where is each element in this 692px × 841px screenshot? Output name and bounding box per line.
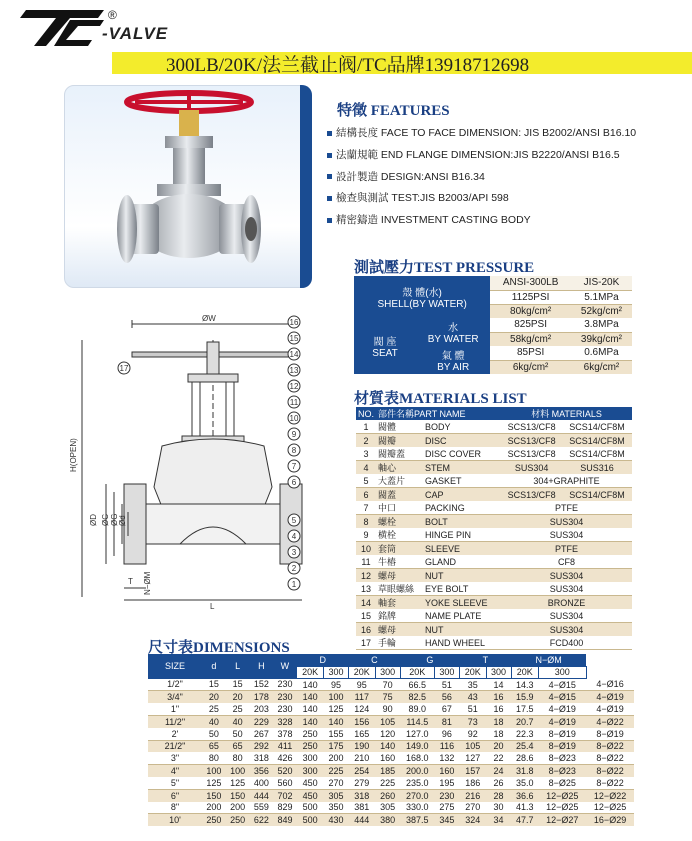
dim-label-G: ØG — [110, 513, 119, 526]
callout-number: 11 — [289, 398, 299, 407]
valve-section-drawing — [62, 312, 322, 612]
materials-heading: 材質表MATERIALS LIST — [354, 391, 527, 407]
page-title: 300LB/20K/法兰截止阀/TC品牌13918712698 — [166, 55, 530, 76]
material-row: 16 螺母 NUT SUS304 — [356, 623, 632, 637]
material-row: 9 横栓 HINGE PIN SUS304 — [356, 528, 632, 542]
shell-label: 殼 體(水) SHELL(BY WATER) — [354, 276, 490, 318]
dimension-row: 2' 50 50 267 378 250 155 165 120 127.0 96 92 18 22.3 8−Ø19 8−Ø19 — [148, 728, 634, 740]
material-row: 13 草眼螺絲 EYE BOLT SUS304 — [356, 582, 632, 596]
dim-label-T: T — [128, 577, 133, 586]
air-label: 氣 體 BY AIR — [416, 346, 490, 374]
dimension-row: 5" 125 125 400 560 450 270 279 225 235.0 195 186 26 35.0 8−Ø25 8−Ø22 — [148, 777, 634, 789]
dimension-row: 21/2" 65 65 292 411 250 175 190 140 149.0 116 105 20 25.4 8−Ø19 8−Ø22 — [148, 740, 634, 752]
callout-number: 6 — [291, 478, 297, 487]
dimensions-heading: 尺寸表DIMENSIONS — [148, 640, 290, 656]
bullet-icon — [327, 153, 332, 158]
callout-number: 2 — [291, 564, 297, 573]
feature-item: 設計製造 DESIGN:ANSI B16.34 — [327, 167, 636, 189]
dim-label-W: ØW — [202, 314, 216, 323]
features-list — [327, 123, 636, 232]
material-row: 2 閥瓣 DISC SCS13/CF8 SCS14/CF8M — [356, 434, 632, 448]
bullet-icon — [327, 196, 332, 201]
material-row: 5 大蓋片 GASKET 304+GRAPHITE — [356, 474, 632, 488]
col-ansi: ANSI-300LB — [490, 276, 571, 290]
test-pressure-heading: 測試壓力TEST PRESSURE — [354, 260, 535, 276]
globe-valve-image — [65, 86, 312, 288]
test-pressure-table: 殼 體(水) SHELL(BY WATER) ANSI-300LB JIS-20K 1125PSI 5.1MPa 80kg/cm² 52kg/cm² 閥 座 SEAT 水 BY WATER 825PSI 3.8MPa 58kg/cm² 39kg/cm² 氣 體 BY AIR 85PSI 0.6MPa 6kg/cm² 6kg/cm² — [354, 276, 632, 374]
material-row: 14 軸套 YOKE SLEEVE BRONZE — [356, 596, 632, 610]
material-row: 10 套筒 SLEEVE PTFE — [356, 542, 632, 556]
material-row: 12 螺母 NUT SUS304 — [356, 569, 632, 583]
dim-label-NM: N−ØM — [143, 571, 152, 595]
water-label: 水 BY WATER — [416, 318, 490, 346]
dimension-row: 3/4" 20 20 178 230 140 100 117 75 82.5 56 43 16 15.9 4−Ø15 4−Ø19 — [148, 691, 634, 703]
dim-label-H: H(OPEN) — [69, 438, 78, 472]
feature-item: 法蘭規範 END FLANGE DIMENSION:JIS B2220/ANSI B16.5 — [327, 145, 636, 167]
dim-label-D: ØD — [89, 514, 98, 526]
material-row: 1 閥體 BODY SCS13/CF8 SCS14/CF8M — [356, 420, 632, 434]
callout-number: 14 — [289, 350, 299, 359]
callout-number: 9 — [291, 430, 297, 439]
dimensions-table: SIZE d L H W D C G T N−ØM 20K 300 20K 300 20K 300 20K 300 20K 300 1/2" 15 15 152 230 140 95 95 70 66.5 51 35 14 14.3 4−Ø15 4−Ø16 3/4" 20 20 178 230 140 100 117 75 82.5 56 43 16 15.9 4−Ø15 4−Ø19 1" 25 25 203 230 140 125 124 90 89.0 67 51 16 17.5 4−Ø19 4−Ø19 11/2" 40 40 229 328 140 140 156 105 114.5 81 73 18 20.7 4−Ø19 4−Ø22 2' 50 50 267 378 250 155 165 120 127.0 96 92 18 22.3 8−Ø19 8−Ø19 21/2" 65 65 292 411 250 175 190 140 149.0 116 105 20 25.4 8−Ø19 8−Ø22 3" 80 80 318 426 300 200 210 160 168.0 132 127 22 28.6 8−Ø23 8−Ø22 4" 100 100 356 520 300 225 254 185 200.0 160 157 24 31.8 8−Ø23 8−Ø22 5" 125 125 400 560 450 270 279 225 235.0 195 186 26 35.0 8−Ø25 8−Ø22 6" 150 150 444 702 450 305 318 260 270.0 230 216 28 36.6 12−Ø25 12−Ø22 8" 200 200 559 829 500 350 381 305 330.0 275 270 30 41.3 12−Ø25 12−Ø25 10' 250 250 622 849 500 430 444 380 387.5 345 324 34 47.7 12−Ø27 16−Ø29 — [148, 654, 634, 826]
callout-number: 7 — [291, 462, 297, 471]
material-row: 4 軸心 STEM SUS304 SUS316 — [356, 461, 632, 475]
feature-item: 結構長度 FACE TO FACE DIMENSION: JIS B2002/ANSI B16.10 — [327, 123, 636, 145]
callout-number: 3 — [291, 548, 297, 557]
registered-mark: ® — [108, 8, 117, 22]
bullet-icon — [327, 174, 332, 179]
valve-photo — [64, 85, 312, 288]
dimension-row: 1" 25 25 203 230 140 125 124 90 89.0 67 51 16 17.5 4−Ø19 4−Ø19 — [148, 703, 634, 715]
logo-text: -VALVE — [102, 24, 169, 43]
callout-number: 12 — [289, 382, 299, 391]
dimension-row: 11/2" 40 40 229 328 140 140 156 105 114.5 81 73 18 20.7 4−Ø19 4−Ø22 — [148, 715, 634, 727]
material-row: 15 銘牌 NAME PLATE SUS304 — [356, 609, 632, 623]
callout-number: 8 — [291, 446, 297, 455]
material-row: 7 中口 PACKING PTFE — [356, 501, 632, 515]
feature-item: 精密鑄造 INVESTMENT CASTING BODY — [327, 210, 636, 232]
material-row: 17 手輪 HAND WHEEL FCD400 — [356, 636, 632, 650]
material-row: 8 螺栓 BOLT SUS304 — [356, 515, 632, 529]
material-row: 6 閥蓋 CAP SCS13/CF8 SCS14/CF8M — [356, 488, 632, 502]
dimension-row: 3" 80 80 318 426 300 200 210 160 168.0 132 127 22 28.6 8−Ø23 8−Ø22 — [148, 752, 634, 764]
callout-number: 13 — [289, 366, 299, 375]
dim-label-L: L — [210, 602, 215, 611]
bullet-icon — [327, 218, 332, 223]
material-row: 11 牛樁 GLAND CF8 — [356, 555, 632, 569]
callout-number: 5 — [291, 516, 297, 525]
bullet-icon — [327, 131, 332, 136]
callout-number: 4 — [291, 532, 297, 541]
col-jis: JIS-20K — [571, 276, 632, 290]
dimension-row: 1/2" 15 15 152 230 140 95 95 70 66.5 51 35 14 14.3 4−Ø15 4−Ø16 — [148, 679, 634, 691]
callout-number: 1 — [291, 580, 297, 589]
dimension-row: 10' 250 250 622 849 500 430 444 380 387.5 345 324 34 47.7 12−Ø27 16−Ø29 — [148, 814, 634, 826]
dimension-row: 4" 100 100 356 520 300 225 254 185 200.0 160 157 24 31.8 8−Ø23 8−Ø22 — [148, 765, 634, 777]
callout-number: 16 — [289, 318, 299, 327]
dim-label-C: ØC — [101, 514, 110, 526]
dim-label-d: Ød — [118, 515, 127, 526]
materials-table: NO. 部件名稱PART NAME 材料 MATERIALS 1 閥體 BODY SCS13/CF8 SCS14/CF8M 2 閥瓣 DISC SCS13/CF8 SCS14/CF8M 3 閥瓣蓋 DISC COVER SCS13/CF8 SCS14/CF8M 4 軸心 STEM SUS304 SUS316 5 大蓋片 GASKET 304+GRAPHITE 6 閥蓋 CAP SCS13/CF8 SCS14/CF8M 7 中口 PACKING PTFE 8 螺栓 BOLT SUS304 9 横栓 HINGE PIN SUS304 10 套筒 SLEEVE PTFE 11 牛樁 GLAND CF8 12 螺母 NUT SUS304 13 草眼螺絲 EYE BOLT SUS304 14 軸套 YOKE SLEEVE BRONZE 15 銘牌 NAME PLATE SUS304 16 螺母 NUT SUS304 17 手輪 HAND WHEEL FCD400 — [356, 407, 632, 650]
material-row: 3 閥瓣蓋 DISC COVER SCS13/CF8 SCS14/CF8M — [356, 447, 632, 461]
callout-number: 15 — [289, 334, 299, 343]
feature-item: 檢查與測試 TEST:JIS B2003/API 598 — [327, 188, 636, 210]
seat-label: 閥 座 SEAT — [354, 318, 416, 374]
dimension-row: 8" 200 200 559 829 500 350 381 305 330.0 275 270 30 41.3 12−Ø25 12−Ø25 — [148, 802, 634, 814]
callout-number: 17 — [119, 364, 129, 373]
features-heading: 特徵 FEATURES — [337, 103, 450, 119]
photo-accent-bar — [300, 85, 312, 288]
callout-number: 10 — [289, 414, 299, 423]
dimension-row: 6" 150 150 444 702 450 305 318 260 270.0 230 216 28 36.6 12−Ø25 12−Ø22 — [148, 789, 634, 801]
